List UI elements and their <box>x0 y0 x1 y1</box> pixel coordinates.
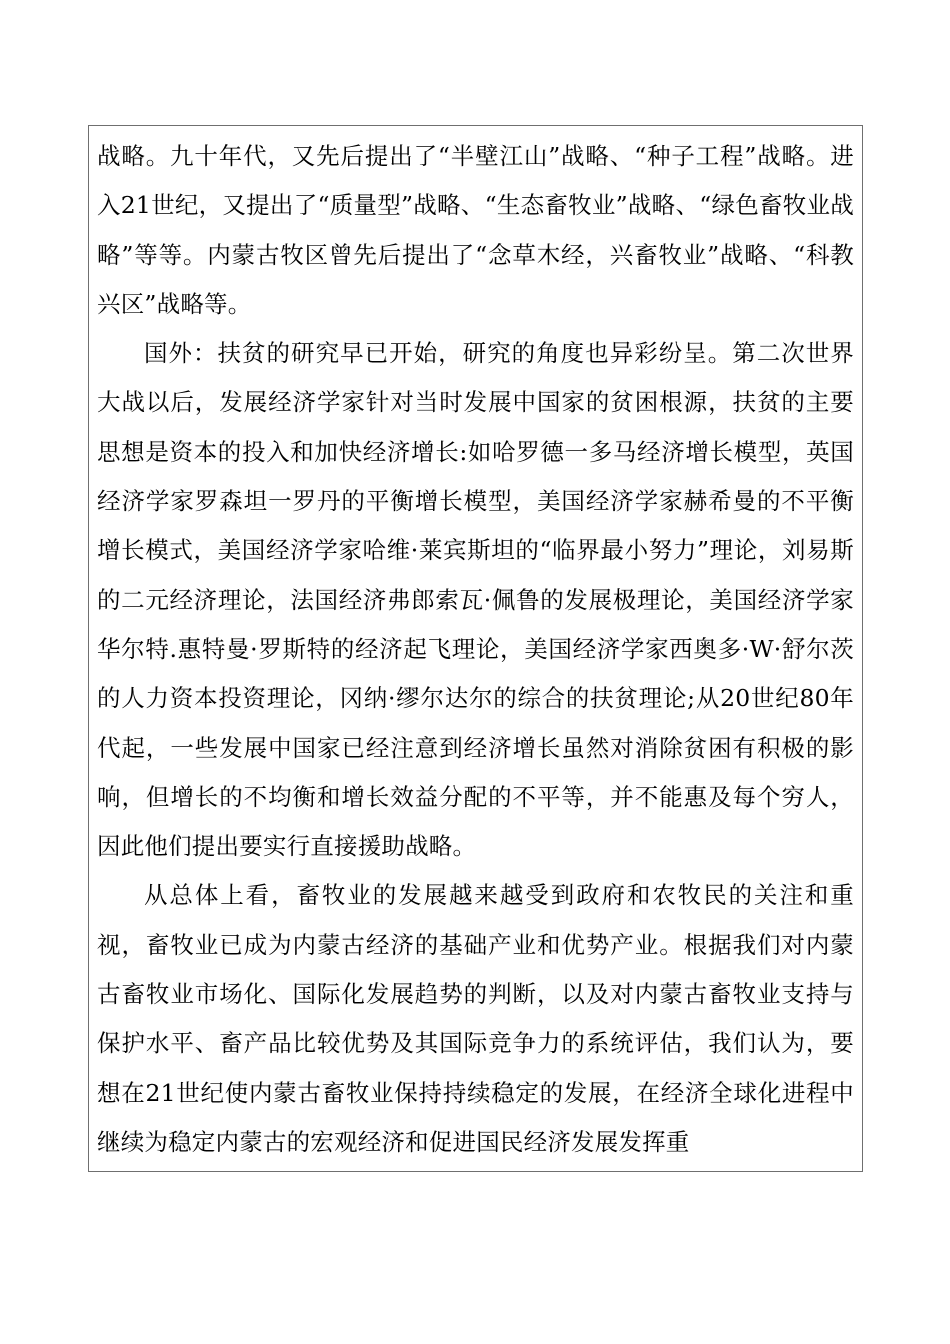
paragraph-2: 国外：扶贫的研究早已开始，研究的角度也异彩纷呈。第二次世界大战以后，发展经济学家针对当时发展中国家的贫困根源，扶贫的主要思想是资本的投入和加快经济增长:如哈罗德一多马经济增长模型，英国经济学家罗森坦一罗丹的平衡增长模型，美国经济学家赫希曼的不平衡增长模式，美国经济学家哈维·莱宾斯坦的“临界最小努力”理论，刘易斯的二元经济理论，法国经济弗郎索瓦·佩鲁的发展极理论，美国经济学家华尔特.惠特曼·罗斯特的经济起飞理论，美国经济学家西奥多·W·舒尔茨的人力资本投资理论，冈纳·缪尔达尔的综合的扶贫理论;从20世纪80年代起，一些发展中国家已经注意到经济增长虽然对消除贫困有积极的影响，但增长的不均衡和增长效益分配的不平等，并不能惠及每个穷人，因此他们提出要实行直接援助战略。 <box>97 339 854 861</box>
paragraph-1: 战略。九十年代，又先后提出了“半壁江山”战略、“种子工程”战略。进入21世纪，又提出了“质量型”战略、“生态畜牧业”战略、“绿色畜牧业战略”等等。内蒙古牧区曾先后提出了“念草木经，兴畜牧业”战略、“科教兴区”战略等。 <box>97 142 854 318</box>
page-frame <box>88 125 863 1172</box>
document-body <box>97 132 854 1167</box>
paragraph-3: 从总体上看，畜牧业的发展越来越受到政府和农牧民的关注和重视，畜牧业已成为内蒙古经济的基础产业和优势产业。根据我们对内蒙古畜牧业市场化、国际化发展趋势的判断，以及对内蒙古畜牧业支持与保护水平、畜产品比较优势及其国际竞争力的系统评估，我们认为，要想在21世纪使内蒙古畜牧业保持持续稳定的发展，在经济全球化进程中继续为稳定内蒙古的宏观经济和促进国民经济发展发挥重 <box>97 881 854 1156</box>
